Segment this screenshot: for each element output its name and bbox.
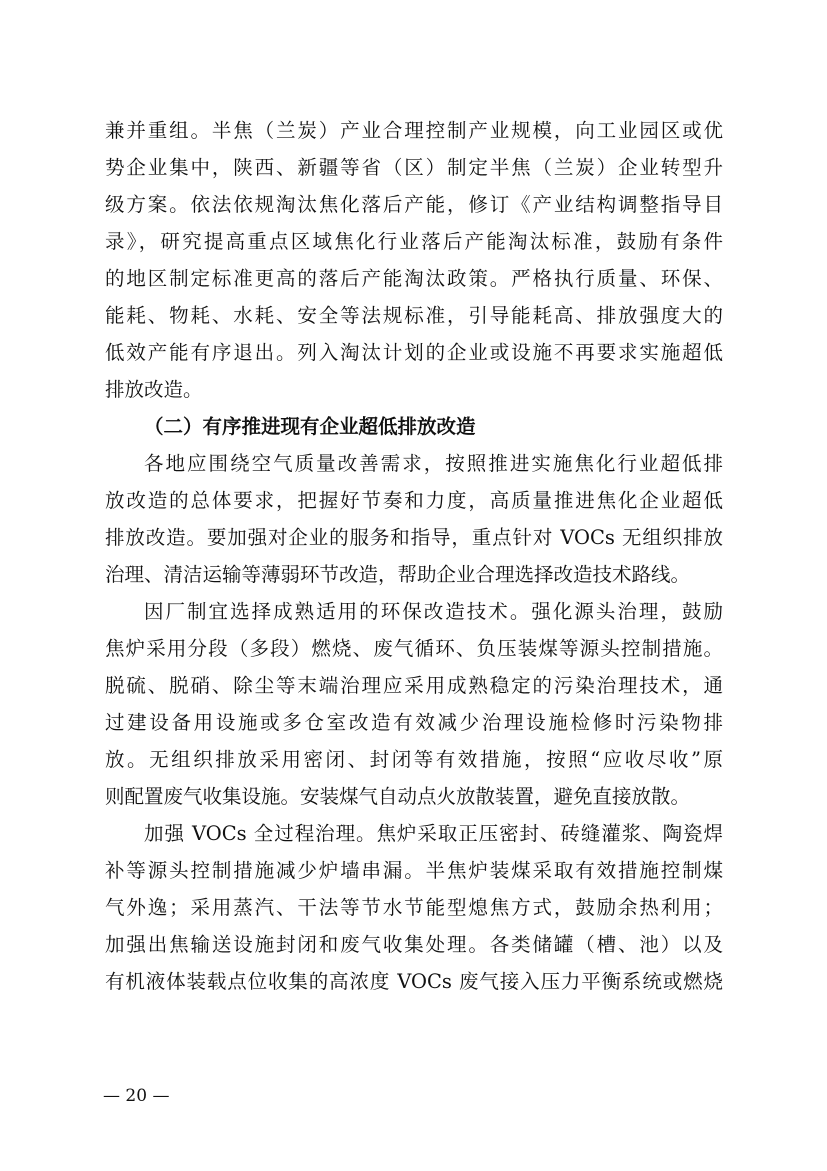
paragraph-line: 脱硫、脱硝、除尘等末端治理应采用成熟稳定的污染治理技术，通 [105,674,723,697]
document-body [105,112,723,1000]
paragraph-line: 各地应围绕空气质量改善需求，按照推进实施焦化行业超低排 [144,452,723,475]
paragraph [105,445,723,593]
paragraph-line: 势企业集中，陕西、新疆等省（区）制定半焦（兰炭）企业转型升 [105,156,723,179]
paragraph [105,593,723,815]
paragraph-line: 放改造的总体要求，把握好节奏和力度，高质量推进焦化企业超低 [105,489,723,512]
paragraph-line: 录》，研究提高重点区域焦化行业落后产能淘汰标准，鼓励有条件 [105,230,723,253]
paragraph-line: 放。无组织排放采用密闭、封闭等有效措施，按照“应收尽收”原 [105,748,723,771]
paragraph-line: 有机液体装载点位收集的高浓度 VOCs 废气接入压力平衡系统或燃烧 [105,970,723,993]
paragraph-line: 能耗、物耗、水耗、安全等法规标准，引导能耗高、排放强度大的 [105,304,723,327]
paragraph-line: 因厂制宜选择成熟适用的环保改造技术。强化源头治理，鼓励 [144,600,723,623]
paragraph-line: 排放改造。 [105,378,203,401]
page-number: — 20 — [103,1086,170,1106]
paragraph-line: 过建设备用设施或多仓室改造有效减少治理设施检修时污染物排 [105,711,723,734]
paragraph-line: 气外逸；采用蒸汽、干法等节水节能型熄焦方式，鼓励余热利用； [105,896,723,919]
paragraph-line: 焦炉采用分段（多段）燃烧、废气循环、负压装煤等源头控制措施。 [105,637,723,660]
paragraph-line: 低效产能有序退出。列入淘汰计划的企业或设施不再要求实施超低 [105,341,723,364]
paragraph-line: 的地区制定标准更高的落后产能淘汰政策。严格执行质量、环保、 [105,267,723,290]
paragraph-line: 级方案。依法依规淘汰焦化落后产能，修订《产业结构调整指导目 [105,193,723,216]
paragraph-line: 则配置废气收集设施。安装煤气自动点火放散装置，避免直接放散。 [105,785,691,808]
paragraph-line: 补等源头控制措施减少炉墙串漏。半焦炉装煤采取有效措施控制煤 [105,859,723,882]
paragraph [105,112,723,408]
paragraph-line: 排放改造。要加强对企业的服务和指导，重点针对 VOCs 无组织排放 [105,526,723,549]
paragraph-line: 兼并重组。半焦（兰炭）产业合理控制产业规模，向工业园区或优 [105,119,723,142]
paragraph [105,815,723,1000]
paragraph-line: 加强 VOCs 全过程治理。焦炉采取正压密封、砖缝灌浆、陶瓷焊 [144,822,723,845]
paragraph-line: 治理、清洁运输等薄弱环节改造，帮助企业合理选择改造技术路线。 [105,563,691,586]
section-heading: （二）有序推进现有企业超低排放改造 [144,415,476,438]
paragraph-line: 加强出焦输送设施封闭和废气收集处理。各类储罐（槽、池）以及 [105,933,723,956]
